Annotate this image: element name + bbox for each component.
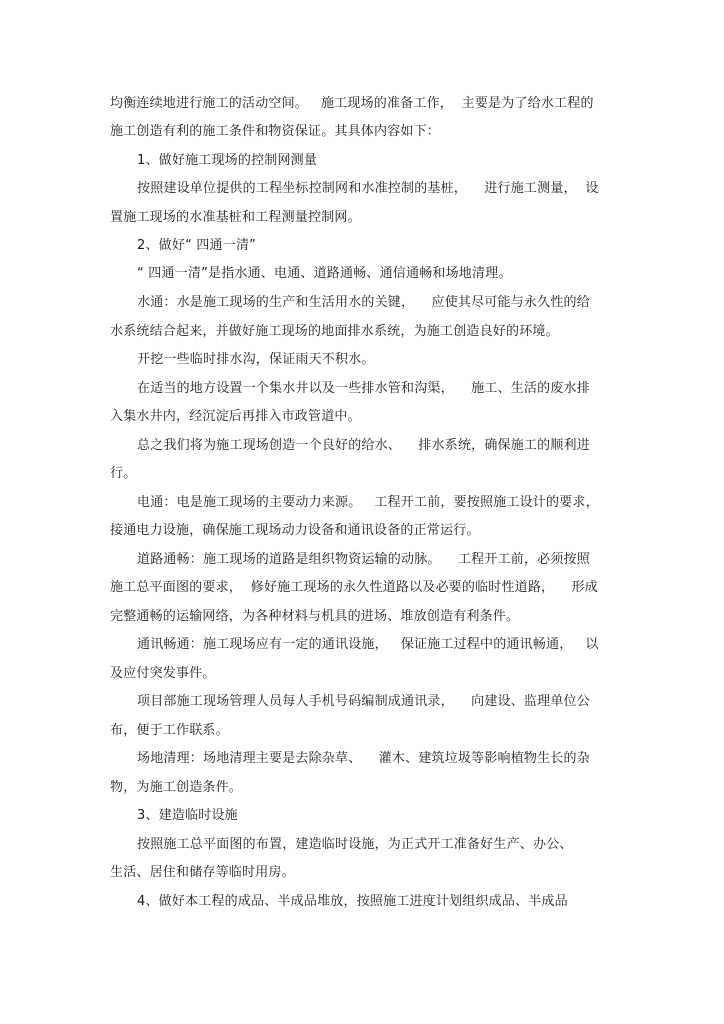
text-line: 水通：水是施工现场的生产和生活用水的关键， 应使其尽可能与永久性的给 — [137, 295, 590, 310]
text-line: 在适当的地方设置一个集水井以及一些排水管和沟渠， 施工、生活的废水排 — [137, 381, 590, 396]
text-line: 场地清理：场地清理主要是去除杂草、 灌木、建筑垃圾等影响植物生长的杂 — [137, 751, 590, 766]
text-line: 施工创造有利的施工条件和物资保证。其具体内容如下： — [110, 124, 441, 139]
text-line: 布，便于工作联系。 — [110, 723, 229, 738]
text-line: 电通：电是施工现场的主要动力来源。 工程开工前，要按照施工设计的要求， — [137, 495, 599, 510]
text-line: 及应付突发事件。 — [110, 666, 216, 681]
section-heading: 3、建造临时设施 — [137, 808, 238, 823]
text-line: 行。 — [110, 466, 137, 481]
section-heading: 2、做好“ 四通一清” — [137, 238, 257, 253]
text-line: 按照施工总平面图的布置，建造临时设施，为正式开工准备好生产、办公、 — [137, 837, 573, 852]
section-heading: 1、做好施工现场的控制网测量 — [137, 153, 318, 168]
text-line: 开挖一些临时排水沟，保证雨天不积水。 — [137, 352, 375, 367]
text-line: 接通电力设施，确保施工现场动力设备和通讯设备的正常运行。 — [110, 523, 480, 538]
text-line: 物，为施工创造条件。 — [110, 780, 243, 795]
text-line: 生活、居住和储存等临时用房。 — [110, 865, 295, 880]
text-line: 道路通畅：施工现场的道路是组织物资运输的动脉。 工程开工前，必须按照 — [137, 552, 590, 567]
text-line: 完整通畅的运输网络，为各种材料与机具的进场、堆放创造有利条件。 — [110, 609, 520, 624]
text-line: 施工总平面图的要求， 修好施工现场的永久性道路以及必要的临时性道路， 形成 — [110, 580, 598, 595]
text-line: 按照建设单位提供的工程坐标控制网和水准控制的基桩， 进行施工测量， 设 — [137, 181, 599, 196]
text-line: 水系统结合起来，并做好施工现场的地面排水系统，为施工创造良好的环境。 — [110, 324, 559, 339]
text-line: 置施工现场的水准基桩和工程测量控制网。 — [110, 210, 361, 225]
text-line: “ 四通一清”是指水通、电通、道路通畅、通信通畅和场地清理。 — [137, 266, 512, 281]
text-line: 通讯畅通：施工现场应有一定的通讯设施， 保证施工过程中的通讯畅通， 以 — [137, 637, 599, 652]
text-line: 项目部施工现场管理人员每人手机号码编制成通讯录， 向建设、监理单位公 — [137, 694, 590, 709]
text-line: 总之我们将为施工现场创造一个良好的给水、 排水系统，确保施工的顺利进 — [137, 438, 590, 453]
text-line: 均衡连续地进行施工的活动空间。 施工现场的准备工作， 主要是为了给水工程的 — [110, 96, 594, 111]
text-line: 4、做好本工程的成品、半成品堆放，按照施工进度计划组织成品、半成品 — [137, 894, 568, 909]
text-line: 入集水井内，经沉淀后再排入市政管道中。 — [110, 409, 361, 424]
